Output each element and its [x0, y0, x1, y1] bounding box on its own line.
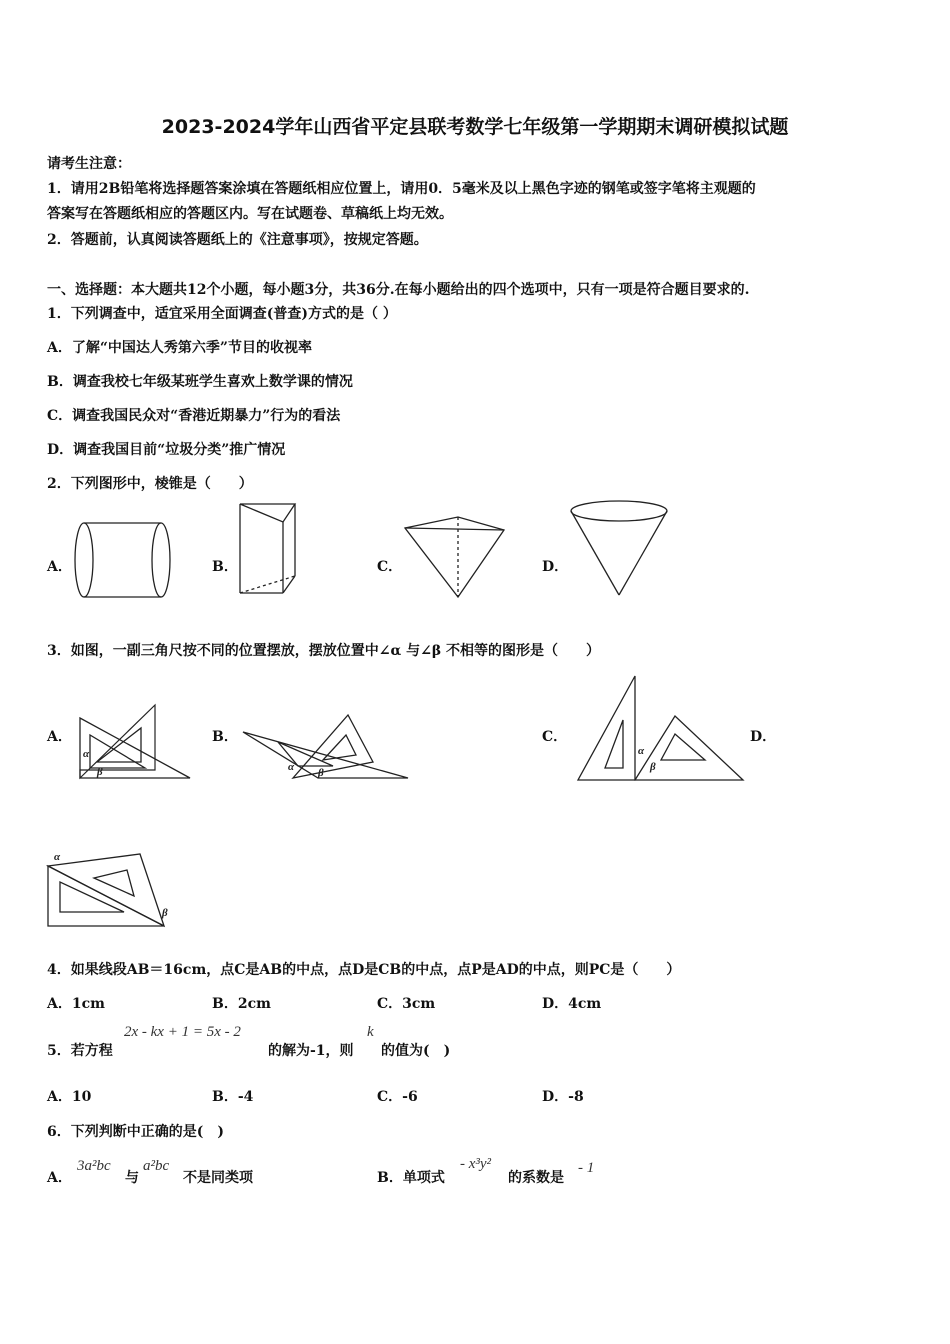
q2-label-b[interactable]: B． [212, 559, 238, 575]
q6-option-a-expr-2: a²bc [143, 1158, 170, 1174]
q6-stem: 6．下列判断中正确的是( ) [47, 1124, 224, 1140]
q6-option-a-mid: 与 [125, 1170, 139, 1186]
q5-equation: 2x - kx + 1 = 5x - 2 [124, 1024, 241, 1040]
q6-option-a-label[interactable]: A． [47, 1170, 72, 1186]
q3-label-a[interactable]: A． [47, 729, 72, 745]
alpha-label: α [288, 761, 295, 773]
set-square-figure-b [238, 710, 413, 785]
q6-option-b-expr: - x³y² [460, 1156, 492, 1172]
q5-option-c[interactable]: C．-6 [377, 1089, 418, 1105]
beta-label: β [162, 907, 168, 919]
q1-option-d[interactable]: D．调查我国目前“垃圾分类”推广情况 [47, 442, 286, 458]
q6-option-b-label[interactable]: B．单项式 [377, 1170, 445, 1186]
q5-stem-prefix: 5．若方程 [47, 1043, 113, 1059]
q1-option-b[interactable]: B．调查我校七年级某班学生喜欢上数学课的情况 [47, 374, 353, 390]
q2-label-c[interactable]: C． [377, 559, 403, 575]
q5-option-a[interactable]: A．10 [47, 1089, 92, 1105]
notice-line-2: 答案写在答题纸相应的答题区内。写在试题卷、草稿纸上均无效。 [47, 206, 453, 222]
q4-option-b[interactable]: B．2cm [212, 996, 271, 1012]
q3-label-c[interactable]: C． [542, 729, 568, 745]
cylinder-figure [70, 520, 175, 605]
notice-line-3: 2．答题前，认真阅读答题纸上的《注意事项》，按规定答题。 [47, 232, 428, 248]
q6-option-b-value: - 1 [578, 1160, 595, 1176]
q1-option-a[interactable]: A．了解“中国达人秀第六季”节目的收视率 [47, 340, 312, 356]
beta-label: β [318, 767, 324, 779]
cone-figure [566, 498, 676, 603]
q2-stem: 2．下列图形中，棱锥是（ ） [47, 476, 253, 492]
q3-label-d[interactable]: D． [750, 729, 777, 745]
page-title: 2023-2024学年山西省平定县联考数学七年级第一学期期末调研模拟试题 [161, 116, 789, 138]
q3-stem: 3．如图，一副三角尺按不同的位置摆放，摆放位置中∠α 与∠β 不相等的图形是（ ） [47, 643, 601, 659]
q5-variable: k [367, 1024, 374, 1040]
q3-label-b[interactable]: B． [212, 729, 238, 745]
q5-option-b[interactable]: B．-4 [212, 1089, 254, 1105]
q1-stem: 1．下列调查中，适宜采用全面调查(普查)方式的是（ ） [47, 306, 397, 322]
set-square-figure-a [75, 700, 200, 785]
set-square-figure-c [575, 672, 750, 787]
q4-option-d[interactable]: D．4cm [542, 996, 602, 1012]
q4-option-c[interactable]: C．3cm [377, 996, 436, 1012]
q6-option-a-post: 不是同类项 [183, 1170, 253, 1186]
pyramid-figure [400, 512, 510, 602]
beta-label: β [650, 761, 656, 773]
q2-label-a[interactable]: A． [47, 559, 72, 575]
q5-stem-middle: 的解为-1，则 [268, 1043, 354, 1059]
beta-label: β [97, 766, 103, 778]
q5-stem-suffix: 的值为( ) [381, 1043, 451, 1059]
q1-option-c[interactable]: C．调查我国民众对“香港近期暴力”行为的看法 [47, 408, 341, 424]
q5-option-d[interactable]: D．-8 [542, 1089, 584, 1105]
q2-label-d[interactable]: D． [542, 559, 569, 575]
notice-heading: 请考生注意： [47, 156, 131, 172]
q6-option-b-mid: 的系数是 [508, 1170, 564, 1186]
alpha-label: α [83, 748, 90, 760]
q4-option-a[interactable]: A．1cm [47, 996, 105, 1012]
q4-stem: 4．如果线段AB＝16cm，点C是AB的中点，点D是CB的中点，点P是AD的中点，则PC是（ ） [47, 962, 681, 978]
notice-line-1: 1．请用2B铅笔将选择题答案涂填在答题纸相应位置上，请用0．5毫米及以上黑色字迹的钢笔或签字笔将主观题的 [47, 181, 756, 197]
set-square-figure-d [42, 848, 182, 933]
alpha-label: α [54, 851, 61, 863]
alpha-label: α [638, 745, 645, 757]
q6-option-a-expr-1: 3a²bc [77, 1158, 111, 1174]
prism-figure [235, 498, 305, 603]
section-heading: 一、选择题：本大题共12个小题，每小题3分，共36分.在每小题给出的四个选项中，只有一项是符合题目要求的. [47, 282, 750, 298]
